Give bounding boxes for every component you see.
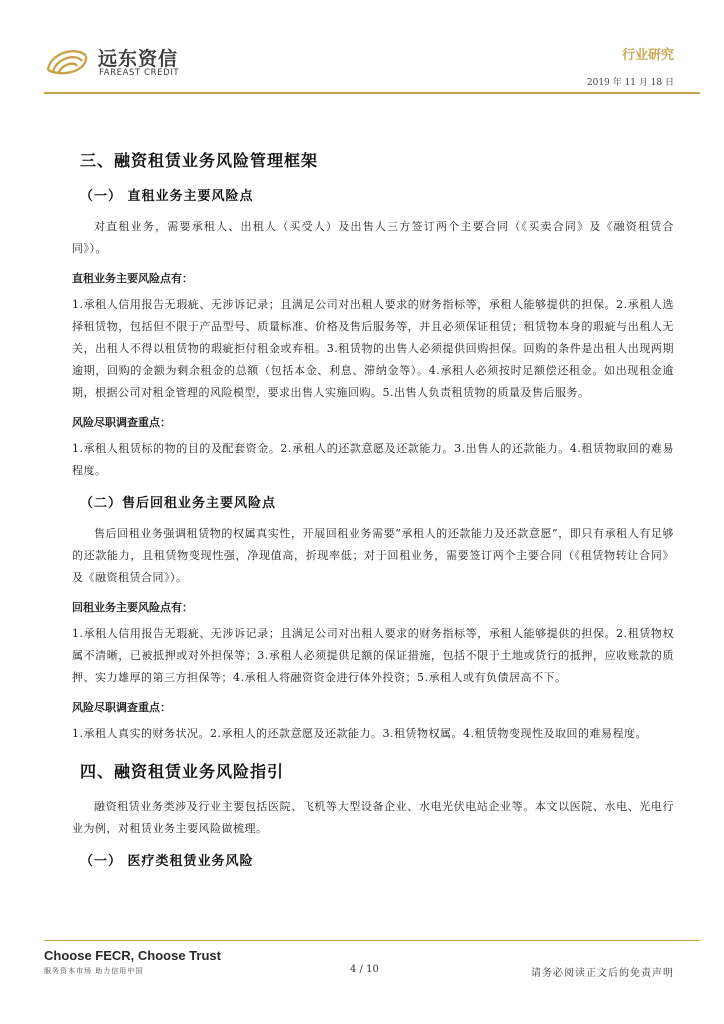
paragraph-direct-risks: 1.承租人信用报告无瑕疵、无涉诉记录；且满足公司对出租人要求的财务指标等，承租人能够提供的担保。2.承租人选择租赁物，包括但不限于产品型号、质量标准、价格及售后服务等，并且必须保证租赁；租赁物本身的瑕疵与出租人无关，出租人不得以租赁物的瑕疵拒付租金或弃租。3.租赁物的出售人必须提供回购担保。回购的条件是出租人出现两期逾期，回购的金额为剩余租金的总额（包括本金、利息、滞纳金等）。4.承租人必须按时足额偿还租金。如出现租金逾期，根据公司对租金管理的风险模型，要求出售人实施回购。5.出售人负责租赁物的质量及售后服务。 (72, 298, 674, 399)
paragraph-section4-intro: 融资租赁业务类涉及行业主要包括医院、飞机等大型设备企业、水电光伏电站企业等。本文以医院、水电、光电行业为例，对租赁业务主要风险做梳理。 (72, 800, 674, 835)
footer-disclaimer: 请务必阅读正文后的免责声明 (531, 968, 674, 979)
label-due-diligence-2: 风险尽职调查重点： (72, 701, 171, 714)
paragraph-due-diligence-1: 1.承租人租赁标的物的目的及配套资金。2.承租人的还款意愿及还款能力。3.出售人的还款能力。4.租赁物取回的难易程度。 (72, 442, 674, 477)
fareast-logo-icon (44, 44, 90, 80)
section-heading-3: 三、融资租赁业务风险管理框架 (80, 151, 319, 170)
brand-name-en: FAREAST CREDIT (99, 68, 180, 78)
footer-divider (44, 940, 700, 941)
page-header (0, 0, 724, 100)
subheading-leaseback: （二）售后回租业务主要风险点 (80, 496, 277, 511)
paragraph-direct-intro: 对直租业务，需要承租人、出租人（买受人）及出售人三方签订两个主要合同（《买卖合同》及《融资租赁合同》）。 (72, 220, 674, 255)
page-number: 4 / 10 (350, 964, 379, 975)
section-tag: 行业研究 (621, 48, 674, 63)
subheading-direct-lease: （一） 直租业务主要风险点 (80, 189, 254, 204)
label-due-diligence-1: 风险尽职调查重点： (72, 416, 171, 429)
document-body (72, 148, 674, 881)
section-heading-4: 四、融资租赁业务风险指引 (80, 762, 285, 781)
header-divider (44, 92, 700, 94)
report-date: 2019 年 11 月 18 日 (586, 78, 674, 88)
label-direct-risks: 直租业务主要风险点有： (72, 272, 193, 285)
subheading-medical: （一） 医疗类租赁业务风险 (80, 854, 254, 869)
brand-name-cn: 远东资信 (98, 48, 179, 70)
footer-slogan: Choose FECR, Choose Trust (44, 948, 221, 963)
footer-slogan-sub: 服务资本市场 助力信用中国 (44, 967, 144, 975)
paragraph-leaseback-intro: 售后回租业务强调租赁物的权属真实性，开展回租业务需要“承租人的还款能力及还款意愿”，即只有承租人有足够的还款能力，且租赁物变现性强，净现值高，折现率低；对于回租业务，需要签订两个主要合同（《租赁物转让合同》及《融资租赁合同》）。 (72, 527, 674, 584)
label-leaseback-risks: 回租业务主要风险点有： (72, 601, 193, 614)
paragraph-leaseback-risks: 1.承租人信用报告无瑕疵、无涉诉记录；且满足公司对出租人要求的财务指标等，承租人能够提供的担保。2.租赁物权属不清晰，已被抵押或对外担保等；3.承租人必须提供足额的保证措施，包括不限于土地或货行的抵押，应收账款的质押、实力雄厚的第三方担保等；4.承租人将融资资金进行体外投资；5.承租人或有负债居高不下。 (72, 627, 674, 684)
paragraph-due-diligence-2: 1.承租人真实的财务状况。2.承租人的还款意愿及还款能力。3.租赁物权属。4.租赁物变现性及取回的难易程度。 (72, 727, 647, 740)
